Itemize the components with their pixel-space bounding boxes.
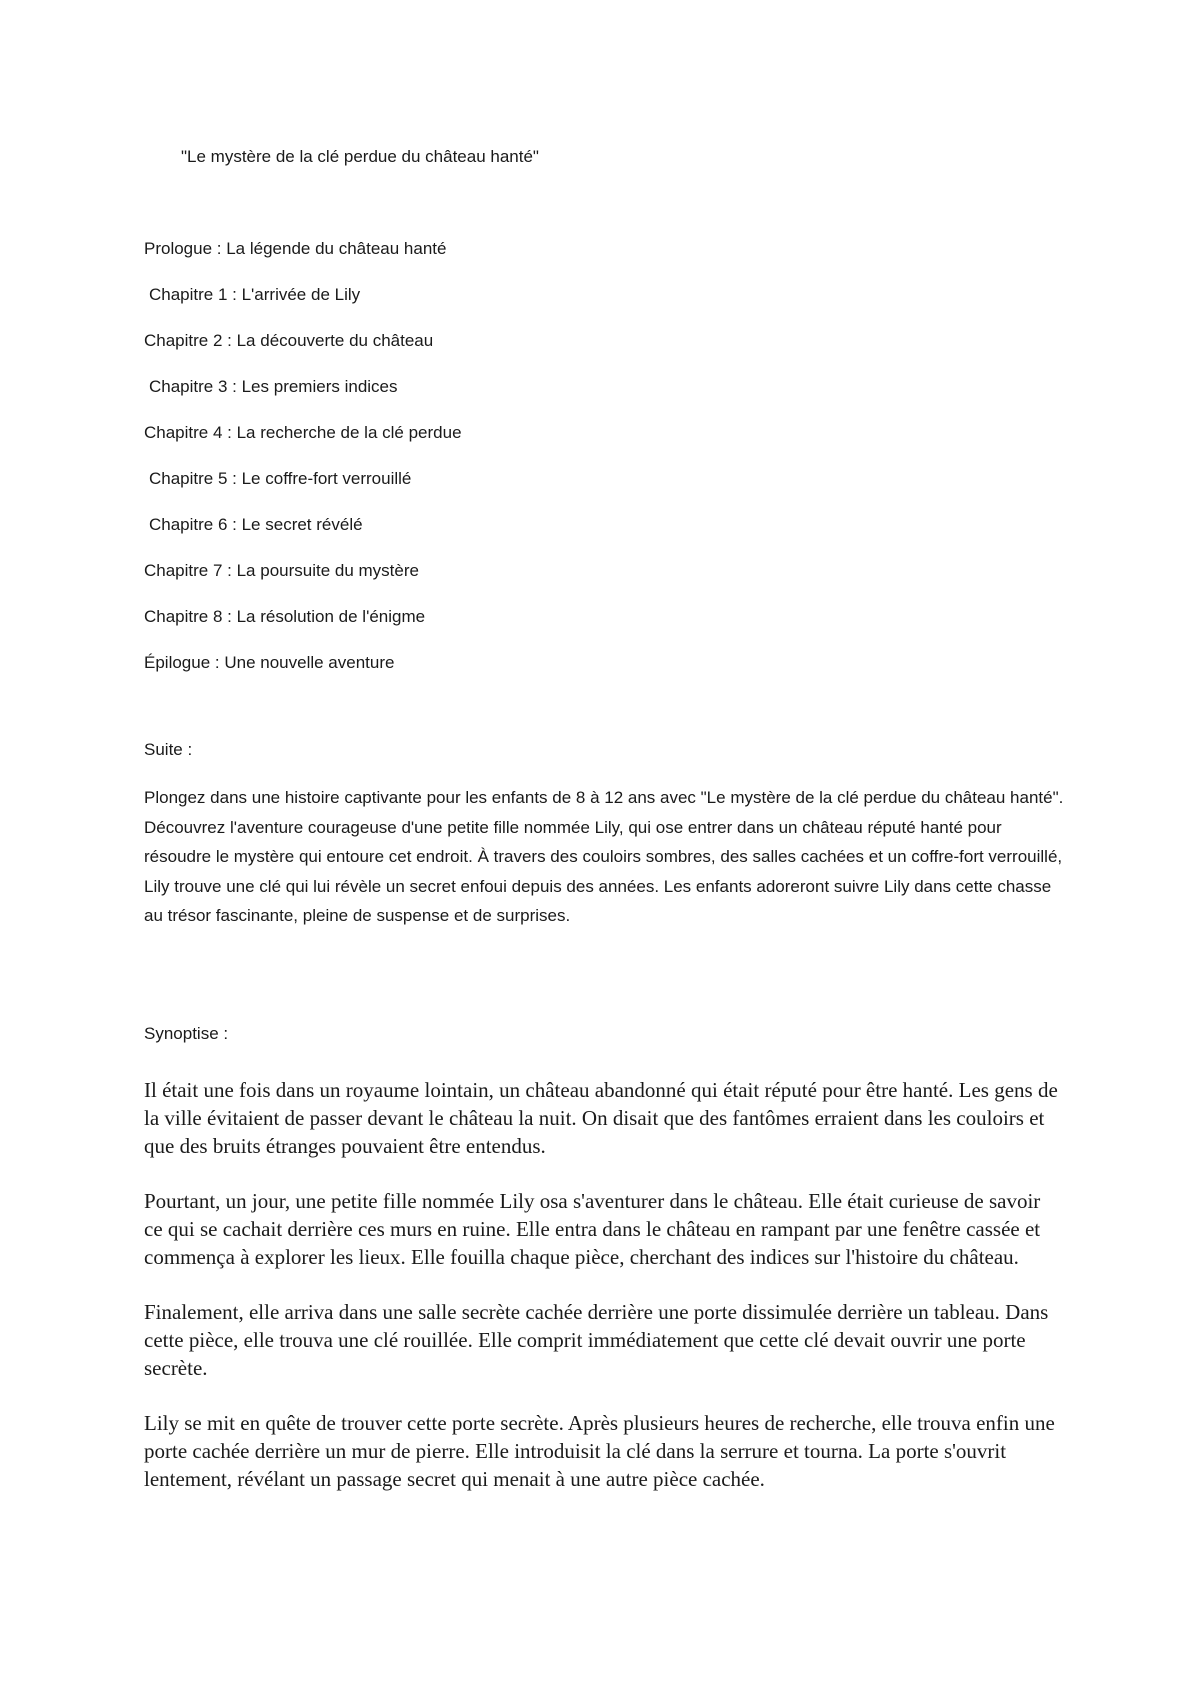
- toc-item-epilogue: Épilogue : Une nouvelle aventure: [144, 653, 395, 672]
- toc-item-prologue: Prologue : La légende du château hanté: [144, 239, 447, 258]
- toc-item-chapter-7: Chapitre 7 : La poursuite du mystère: [144, 561, 419, 580]
- suite-heading: Suite :: [144, 740, 193, 759]
- synopsis-paragraph-3: Finalement, elle arriva dans une salle secrète cachée derrière une porte dissimulée derrière un tableau. Dans cette pièce, elle trouva une clé rouillée. Elle comprit immédiatement que cette clé devait ouvrir une porte secrète.: [144, 1300, 1049, 1380]
- table-of-contents: [144, 237, 462, 697]
- synopsis-paragraph-2: Pourtant, un jour, une petite fille nommée Lily osa s'aventurer dans le château. Elle était curieuse de savoir ce qui se cachait derrière ces murs en ruine. Elle entra dans le château en rampant par une fenêtre cassée et commença à explorer les lieux. Elle fouilla chaque pièce, cherchant des indices sur l'histoire du château.: [144, 1189, 1041, 1269]
- toc-item-chapter-2: Chapitre 2 : La découverte du château: [144, 331, 434, 350]
- toc-item-chapter-4: Chapitre 4 : La recherche de la clé perdue: [144, 423, 462, 442]
- toc-item-chapter-5: Chapitre 5 : Le coffre-fort verrouillé: [149, 469, 412, 488]
- toc-item-chapter-8: Chapitre 8 : La résolution de l'énigme: [144, 607, 426, 626]
- toc-item-chapter-6: Chapitre 6 : Le secret révélé: [149, 515, 363, 534]
- synopsis-paragraph-4: Lily se mit en quête de trouver cette porte secrète. Après plusieurs heures de recherche, elle trouva enfin une porte cachée derrière un mur de pierre. Elle introduisit la clé dans la serrure et tourna. La porte s'ouvrit lentement, révélant un passage secret qui menait à une autre pièce cachée.: [144, 1411, 1055, 1491]
- synopsis-paragraph-1: Il était une fois dans un royaume lointain, un château abandonné qui était réputé pour être hanté. Les gens de la ville évitaient de passer devant le château la nuit. On disait que des fantômes erraient dans les couloirs et que des bruits étranges pouvaient être entendus.: [144, 1078, 1058, 1158]
- synopsis-body: [144, 1076, 1064, 1520]
- suite-paragraph: Plongez dans une histoire captivante pour les enfants de 8 à 12 ans avec "Le mystère de la clé perdue du château hanté". Découvrez l'aventure courageuse d'une petite fille nommée Lily, qui ose entrer dans un château réputé hanté pour résoudre le mystère qui entoure cet endroit. À travers des couloirs sombres, des salles cachées et un coffre-fort verrouillé, Lily trouve une clé qui lui révèle un secret enfoui depuis des années. Les enfants adoreront suivre Lily dans cette chasse au trésor fascinante, pleine de suspense et de surprises.: [144, 788, 1064, 925]
- synopsis-heading: Synoptise :: [144, 1024, 229, 1043]
- toc-item-chapter-3: Chapitre 3 : Les premiers indices: [149, 377, 398, 396]
- document-title: "Le mystère de la clé perdue du château hanté": [181, 147, 539, 166]
- toc-item-chapter-1: Chapitre 1 : L'arrivée de Lily: [149, 285, 361, 304]
